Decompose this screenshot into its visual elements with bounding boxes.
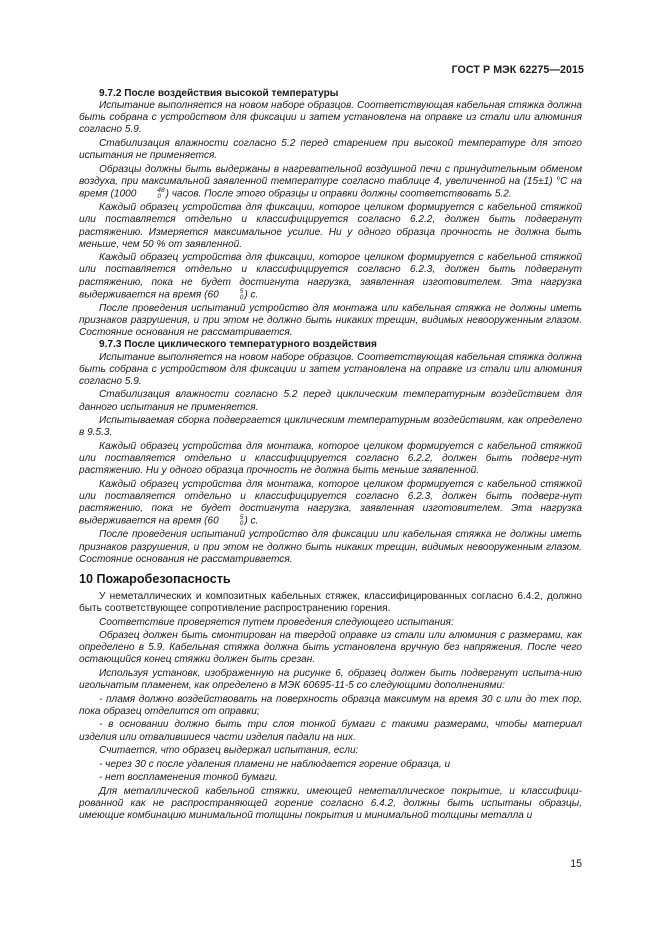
paragraph: После проведения испытаний устройство для фиксации или кабельная стяжка не должны иметь признаков разрушения, и при этом не должно быть никаких трещин, видимых невооруженным глазом. Состояние основания не рассматривается. xyxy=(79,529,582,565)
document-code-header: ГОСТ Р МЭК 62275—2015 xyxy=(451,64,584,76)
page-number: 15 xyxy=(570,858,582,870)
paragraph: Испытание выполняется на новом наборе образцов. Соответствующая кабельная стяжка должна быть собрана с устройством для фиксации и затем установлена на оправке из стали или алюминия согласно 5.9. xyxy=(79,351,582,387)
paragraph-with-tolerance xyxy=(79,164,582,201)
page-content xyxy=(79,88,582,822)
list-item: - в основании должно быть три слоя тонкой бумаги с такими размерами, чтобы материал изделия или отвалившиеся части изделия падали на них. xyxy=(79,719,582,743)
subsection-heading-9-7-2: 9.7.2 После воздействия высокой температуры xyxy=(99,88,339,99)
tolerance-notation xyxy=(220,289,244,301)
paragraph-text: ) часов. После этого образцы и оправки должны соответствовать 5.2. xyxy=(165,188,512,200)
paragraph-text: Каждый образец устройства для фиксации, которое целиком формируется с кабельной стяжкой или поставляется отдельно и классифицируется согласно 6.2.3, должен быть подвергнут растяжению, пока не будет достигнута нагрузка, заявленная изготовителем. Эта нагрузка выдерживается на время (60 xyxy=(79,252,582,301)
paragraph: Соответствие проверяется путем проведения следующего испытания: xyxy=(99,616,454,628)
paragraph: Стабилизация влажности согласно 5.2 перед циклическим температурным воздействием для данного испытания не применяется. xyxy=(79,389,582,413)
paragraph-text: ) с. xyxy=(244,515,259,527)
tolerance-lower: 0 xyxy=(239,293,244,301)
section-heading-10: 10 Пожаробезопасность xyxy=(79,571,231,586)
tolerance-lower: 0 xyxy=(157,193,161,201)
paragraph: Каждый образец устройства для фиксации, которое целиком формируется с кабельной стяжкой или поставляется отдельно и классифицируется согласно 6.2.2, должен быть подвергнут растяжению. Измеряется максимальное усилие. Ни у одного образца прочность не должна быть меньше, чем 50 % от заявленной. xyxy=(79,202,582,250)
paragraph: У неметаллических и композитных кабельных стяжек, классифицированных согласно 6.4.2, должно быть соответствующее сопротивление распространению горения. xyxy=(79,590,582,615)
paragraph: Каждый образец устройства для монтажа, которое целиком формируется с кабельной стяжкой или поставляется отдельно и классифицируется согласно 6.2.2, должен быть подверг-нут растяжению. Ни у одного образца прочность не должна быть меньше заявленной. xyxy=(79,440,582,477)
list-item: - нет воспламенения тонкой бумаги. xyxy=(99,772,278,784)
paragraph-text: Каждый образец устройства для монтажа, которое целиком формируется с кабельной стяжкой или поставляется отдельно и классифицируется согласно 6.2.3, должен быть подверг-нут растяжению, пока не будет достигнута нагрузка, заявленная изготовителем. Эта нагрузка выдерживается на время (60 xyxy=(79,478,582,527)
paragraph: Образец должен быть смонтирован на твердой оправке из стали или алюминия с размерами, как определено в 5.9. Кабельная стяжка должна быть установлена вручную без напряжения. После чего остающийся конец стяжки должен быть срезан. xyxy=(79,630,582,666)
paragraph-text: Образцы должны быть выдержаны в нагревательной воздушной печи с принудительным обменом воздуха, при максимальной заявленной температуре согласно таблице 4, увеличенной на (15±1) °С на время (1000 xyxy=(79,163,582,200)
paragraph: После проведения испытаний устройство для монтажа или кабельная стяжка не должны иметь признаков разрушения, и при этом не должно быть никаких трещин, видимых невооруженным глазом. Состояние основания не рассматривается. xyxy=(79,302,582,339)
tolerance-lower: 0 xyxy=(239,520,244,528)
tolerance-upper: 48 xyxy=(157,187,165,195)
paragraph: Считается, что образец выдержал испытания, если: xyxy=(99,745,359,757)
paragraph: Используя установк, изображенную на рисунке 6, образец должен быть подвергнут испыта-нию игольчатым пламенем, как определено в МЭК 60695-11-5 со следующими дополнениями: xyxy=(79,667,582,692)
paragraph: Испытание выполняется на новом наборе образцов. Соответствующая кабельная стяжка должна быть собрана с устройством для фиксации и затем установлена на оправке из стали или алюминия согласно 5.9. xyxy=(79,100,582,136)
list-item: - пламя должно воздействовать на поверхность образца максимум на время 30 с или до тех пор, пока образец отделится от оправки; xyxy=(79,693,582,717)
tolerance-upper: 5 xyxy=(239,287,244,295)
paragraph: Для металлической кабельной стяжки, имеющей неметаллическое покрытие, и классифици-рованной как не распространяющей горение согласно 6.4.2, должны быть испытаны образцы, имеющие комбинацию минимальной толщины покрытия и минимальной толщины металла и xyxy=(79,785,582,822)
paragraph-with-tolerance xyxy=(79,252,582,301)
list-item: - через 30 с после удаления пламени не наблюдается горение образца, и xyxy=(99,758,451,770)
tolerance-upper: 5 xyxy=(239,514,244,522)
tolerance-notation xyxy=(137,188,164,200)
paragraph-with-tolerance xyxy=(79,479,582,528)
paragraph-text: ) с. xyxy=(244,289,259,301)
subsection-heading-9-7-3: 9.7.3 После циклического температурного воздействия xyxy=(99,339,377,351)
paragraph: Испытываемая сборка подвергается циклическим температурным воздействиям, как определено в 9.5.3. xyxy=(79,415,582,439)
paragraph: Стабилизация влажности согласно 5.2 перед старением при высокой температуре для этого испытания не применяется. xyxy=(79,138,582,162)
tolerance-notation xyxy=(220,515,244,527)
